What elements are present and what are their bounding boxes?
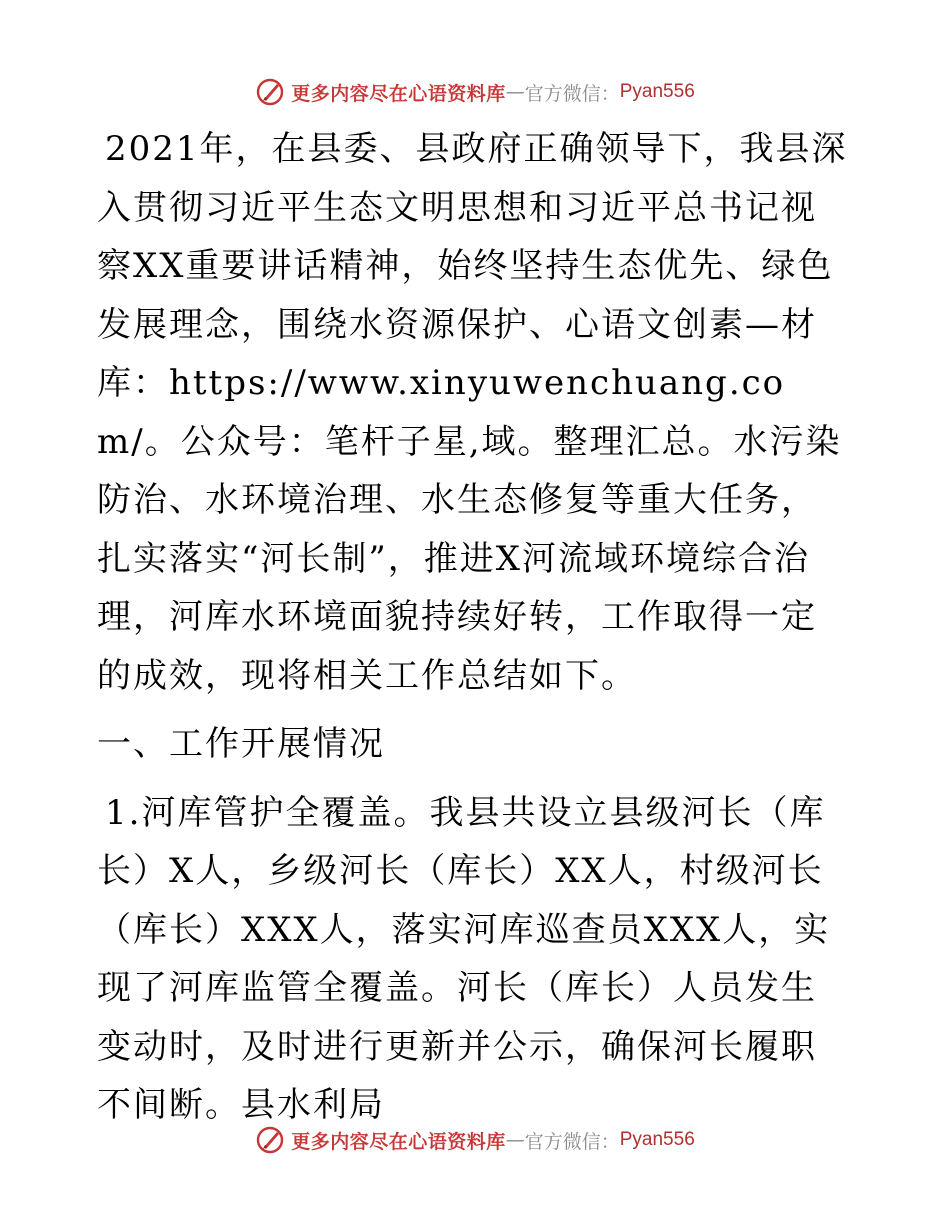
header-separator: — [505, 81, 525, 103]
quill-logo-icon [255, 1125, 285, 1155]
footer-wechat-id: Pyan556 [619, 1129, 695, 1150]
footer-separator: — [505, 1129, 525, 1151]
document-body [97, 120, 849, 1135]
header-promo-text: 更多内容尽在心语资料库 [291, 82, 506, 105]
paragraph-spacer [97, 774, 849, 784]
section-heading: 一、工作开展情况 [97, 724, 385, 764]
header-wechat-label: 官方微信： [524, 82, 620, 105]
section-paragraph: 1.河库管护全覆盖。我县共设立县级河长（库长）X人，乡级河长（库长）XX人，村级河长（库长）XXX人，落实河库巡查员XXX人，实现了河库监管全覆盖。河长（库长）人员发生变动时，及时进行更新并公示，确保河长履职不间断。县水利局 [97, 792, 831, 1125]
footer-promo-text: 更多内容尽在心语资料库 [291, 1130, 506, 1153]
footer-wechat-label: 官方微信： [524, 1130, 620, 1153]
paragraph-spacer [97, 705, 849, 715]
intro-paragraph: 2021年，在县委、县政府正确领导下，我县深入贯彻习近平生态文明思想和习近平总书记视察XX重要讲话精神，始终坚持生态优先、绿色发展理念，围绕水资源保护、心语文创素—材库：https://www.xinyuwenchuang.com/。公众号：笔杆子星,域。整理汇总。水污染防治、水环境治理、水生态修复等重大任务，扎实落实“河长制”，推进X河流域环境综合治理，河库水环境面貌持续好转，工作取得一定的成效，现将相关工作总结如下。 [97, 129, 848, 696]
header-banner [0, 72, 950, 112]
header-wechat-id: Pyan556 [619, 81, 695, 102]
footer-banner [0, 1120, 950, 1160]
quill-logo-icon [255, 77, 285, 107]
